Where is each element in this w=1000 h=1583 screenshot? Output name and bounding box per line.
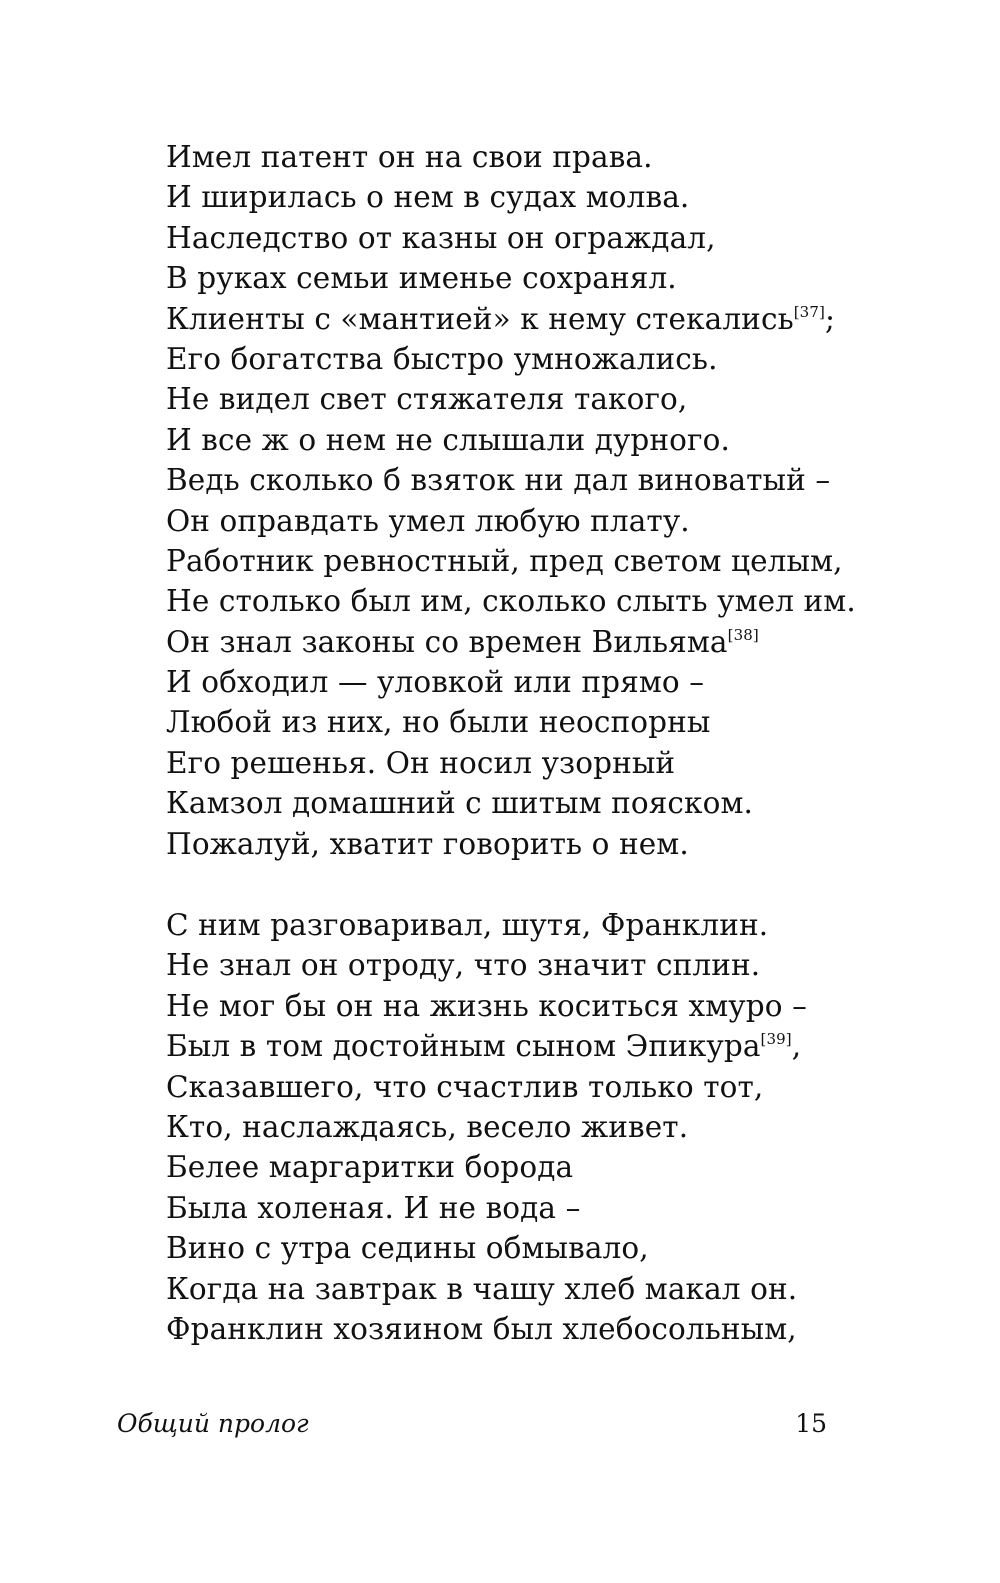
verse-line: Камзол домашний с шитым пояском. [166,786,753,821]
verse-line: Работник ревностный, пред светом целым, [166,543,843,578]
verse-line: Вино с утра седины обмывало, [166,1231,649,1266]
verse-line-text: Он знал законы со времен Вильяма [166,624,728,659]
running-title: Общий пролог [117,1409,309,1438]
stanza-2 [166,905,807,1349]
verse-line: И обходил — уловкой или прямо – [166,665,705,700]
stanza-1 [166,137,856,864]
verse-line: Белее маргаритки борода [166,1150,574,1185]
verse-line: Он оправдать умел любую плату. [166,503,690,538]
verse-line: В руках семьи именье сохранял. [166,261,677,296]
verse-line-text: Был в том достойным сыном Эпикура [166,1029,761,1064]
verse-line [166,299,856,339]
verse-line: Была холеная. И не вода – [166,1190,581,1225]
verse-line-punctuation: , [791,1029,802,1064]
verse-line: Имел патент он на свои права. [166,140,653,174]
verse-line: Сказавшего, что счастлив только тот, [166,1069,764,1104]
verse-line: Франклин хозяином был хлебосольным, [166,1311,797,1346]
verse-line: Его богатства быстро умножались. [166,341,718,376]
verse-line: Пожалуй, хватит говорить о нем. [166,826,689,861]
verse-line-punctuation: ; [824,301,835,336]
verse-line [166,1026,807,1066]
verse-line: Его решенья. Он носил узорный [166,745,676,780]
page-footer [117,1404,827,1444]
verse-line: Не мог бы он на жизнь коситься хмуро – [166,988,807,1023]
verse-line: Когда на завтрак в чашу хлеб макал он. [166,1271,798,1306]
verse-line: Кто, наслаждаясь, весело живет. [166,1109,689,1144]
page-number: 15 [795,1409,827,1438]
footnote-marker-37[interactable]: [37] [793,302,825,321]
verse-line: Ведь сколько б взяток ни дал виноватый – [166,463,831,498]
footnote-marker-39[interactable]: [39] [760,1030,792,1049]
verse-line: Не знал он отроду, что значит сплин. [166,948,761,983]
verse-line: Наследство от казны он ограждал, [166,220,716,255]
verse-line: Не видел свет стяжателя такого, [166,382,688,417]
verse-line: Любой из них, но были неоспорны [166,705,711,740]
verse-line-text: Клиенты с «мантией» к нему стекались [166,301,794,336]
footnote-marker-38[interactable]: [38] [727,625,759,644]
verse-line: И ширилась о нем в судах молва. [166,180,690,215]
verse-line: С ним разговаривал, шутя, Франклин. [166,908,769,942]
verse-line: И все ж о нем не слышали дурного. [166,422,730,457]
verse-line: Не столько был им, сколько слыть умел им. [166,584,856,619]
verse-line [166,622,856,662]
